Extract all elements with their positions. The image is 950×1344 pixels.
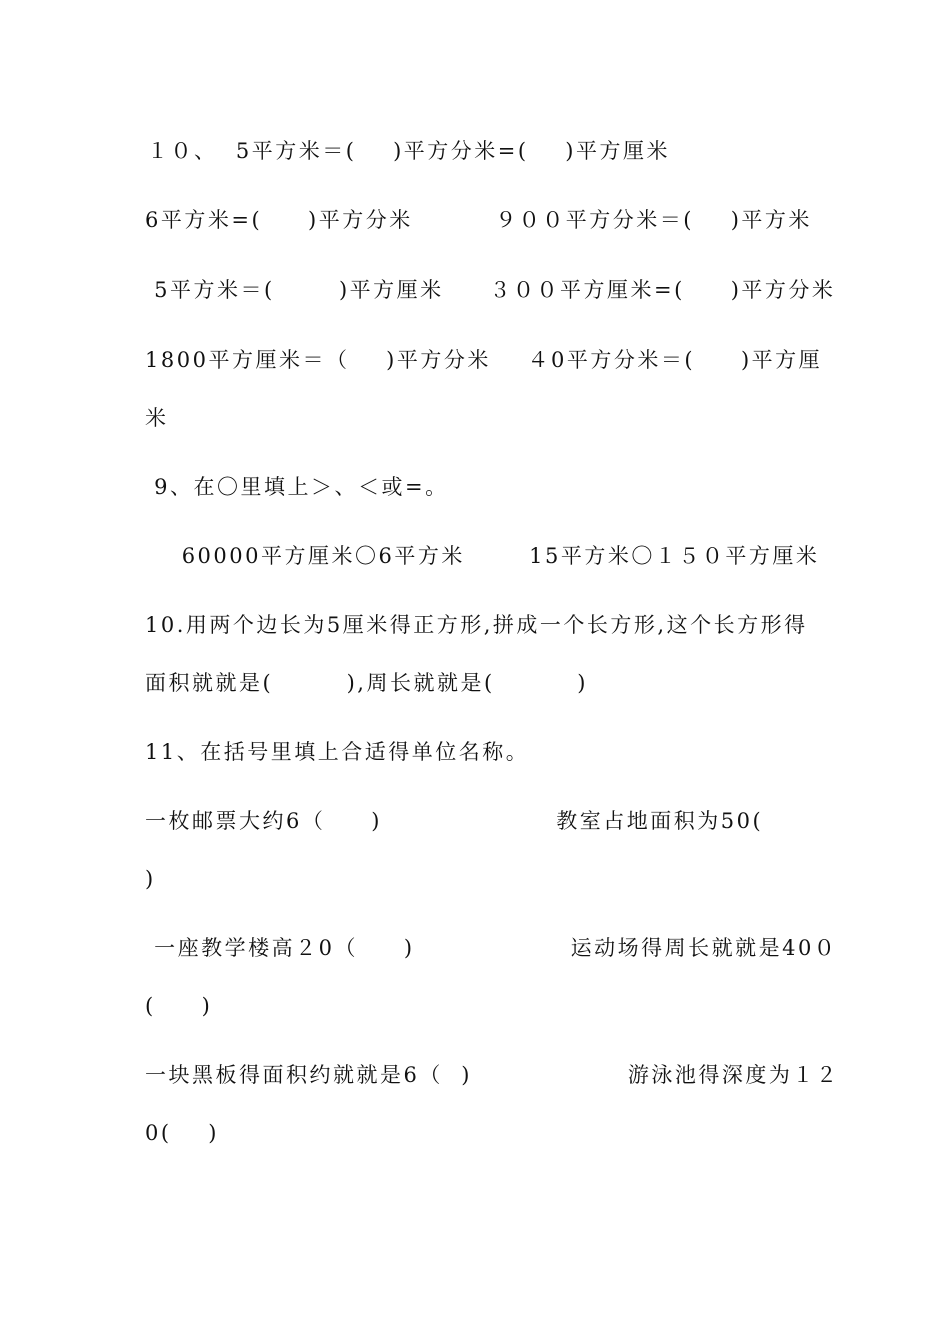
q10-rectangle-question: 10.用两个边长为5厘米得正方形,拼成一个长方形,这个长方形得 <box>145 613 808 637</box>
q10-area-conversion-line-4: 1800平方厘米＝（ )平方分米 ４0平方分米＝( )平方厘 <box>145 348 823 372</box>
q11-building-track: 一座教学楼高２0（ ) 运动场得周长就就是40０ <box>145 936 838 960</box>
q11-classroom-wrap: ) <box>145 867 156 891</box>
q11-pool-wrap: 0( ) <box>145 1121 219 1145</box>
q10-area-conversion-line-2: 6平方米=( )平方分米 ９００平方分米＝( )平方米 <box>145 208 812 232</box>
q9-compare-items: 60000平方厘米〇6平方米 15平方米〇１５０平方厘米 <box>145 544 820 568</box>
q10-rectangle-answers: 面积就就是( ),周长就就是( ) <box>145 671 588 695</box>
q11-unit-instruction: 11、在括号里填上合适得单位名称。 <box>145 740 530 764</box>
q11-stamp-classroom: 一枚邮票大约6（ ) 教室占地面积为50( <box>145 809 764 833</box>
q10-area-conversion-line-3: 5平方米＝( )平方厘米 ３００平方厘米=( )平方分米 <box>145 278 836 302</box>
q10-area-conversion-line-4-wrap: 米 <box>145 406 169 430</box>
q10-area-conversion-line-1: １０、 5平方米＝( )平方分米=( )平方厘米 <box>147 139 670 163</box>
q9-compare-instruction: 9、在〇里填上＞、＜或=。 <box>145 475 449 499</box>
q11-blackboard-pool: 一块黑板得面积约就就是6（ ) 游泳池得深度为１２ <box>145 1063 840 1087</box>
q11-track-wrap: ( ) <box>145 994 213 1018</box>
